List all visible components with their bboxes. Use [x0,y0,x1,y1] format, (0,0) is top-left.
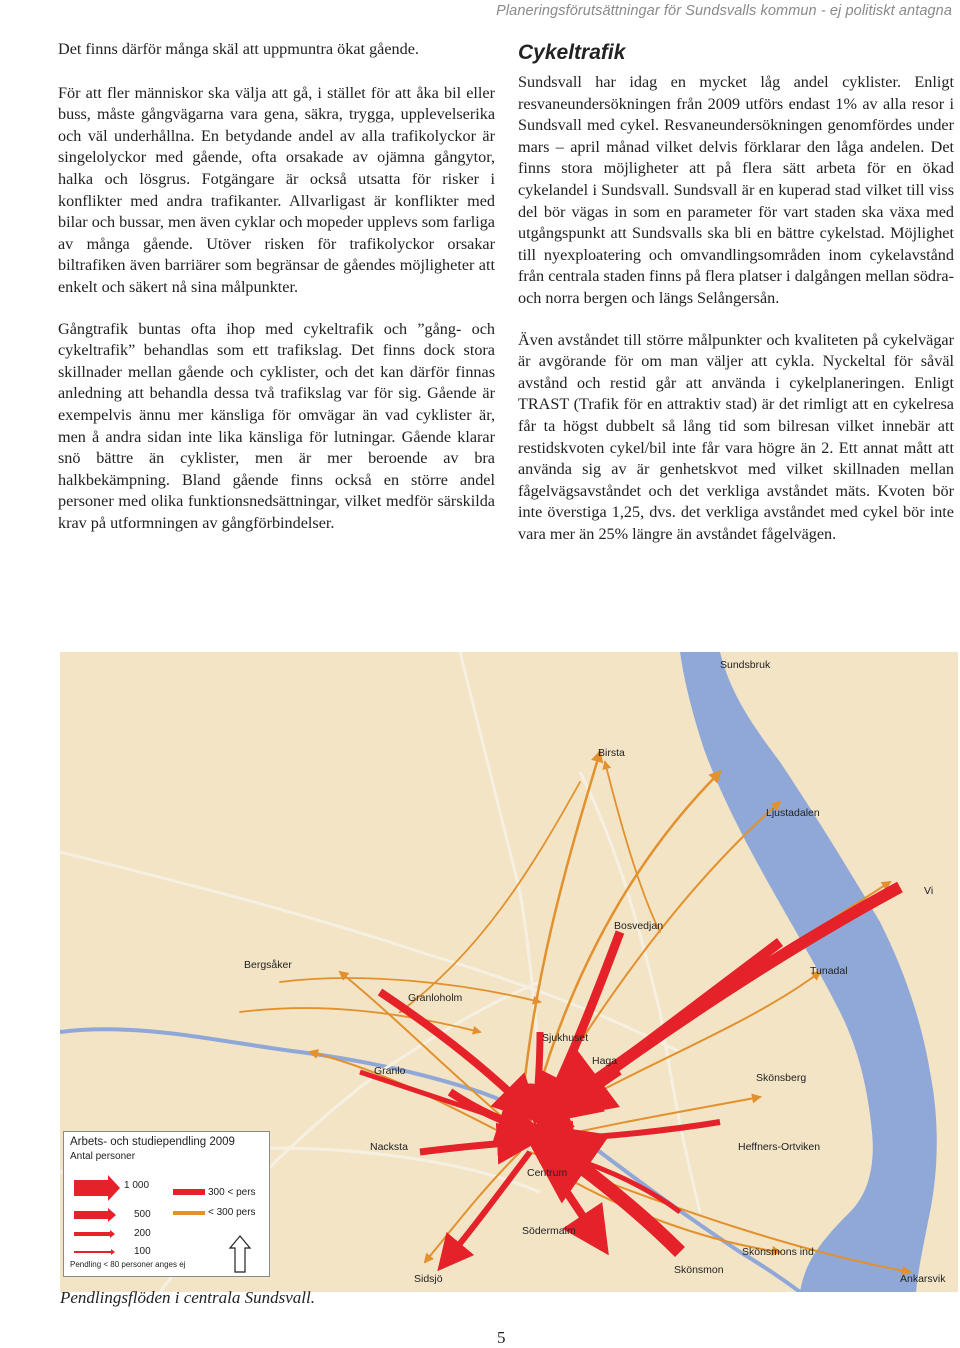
legend-arrow-1000 [74,1175,120,1201]
paragraph: Det finns därför många skäl att uppmuntra ökat gående. [58,40,419,58]
legend-subtitle: Antal personer [70,1151,136,1162]
place-label: Vi [924,885,934,897]
figure-caption: Pendlingsflöden i centrala Sundsvall. [60,1288,315,1307]
legend-note: Pendling < 80 personer anges ej [70,1260,186,1269]
paragraph: Gångtrafik buntas ofta ihop med cykeltrafik och ”gång- och cykeltrafik” behandlas som ett trafikslag. Det finns dock stora skillnader mellan gående och cyklister, och det kan därför finnas anledning att behandla dessa två trafikslag var för sig. Gående är exempelvis ännu mer känsliga för omvägar än vad cyklister är, men å andra sidan inte lika känsliga för lutningar. Gående klarar snö bättre än cyklister, men är mer beroende av bra halkbekämpning. Bland gående finns också en större andel personer med olika funktionsnedsättningar, vilket medför särskilda krav på utformningen av gångförbindelser. [58,319,495,532]
legend-class-label: < 300 pers [208,1207,256,1218]
north-arrow-icon [230,1236,250,1272]
place-label: Haga [592,1055,618,1067]
place-label: Centrum [527,1167,568,1179]
right-column [518,72,954,545]
legend-class-label: 300 < pers [208,1187,256,1198]
place-label: Nacksta [370,1141,408,1153]
map-legend [63,1131,270,1277]
section-heading: Cykeltrafik [518,41,626,64]
place-label: Tunadal [810,965,848,977]
place-label: Skönsmon [674,1264,724,1276]
legend-size-label: 500 [134,1209,151,1220]
place-label: Bosvedjan [614,920,664,932]
legend-arrow-100 [74,1249,115,1255]
paragraph: För att fler människor ska välja att gå, i stället för att åka bil eller buss, måste gångvägarna vara gena, säkra, trygga, upplevelserika och väl underhållna. En betydande andel av alla trafikolyckor är singelolyckor med gående, ofta orsakade av ojämna gångytor, halka och lösgrus. Fotgängare är också utsatta för risker i konflikter med andra trafikanter. Allvarligast är konflikter med bilar och bussar, men även cyklar och mopeder upplevs som farliga av många gående. Utöver risken för trafikolyckor orsakar biltrafiken även barriärer som begränsar de gåendes möjligheter att enkelt och säkert nå sina målpunkter. [58,83,495,296]
running-header: Planeringsförutsättningar för Sundsvalls kommun - ej politiskt antagna [496,3,952,19]
place-label: Skönsmons ind [742,1246,814,1258]
page-number: 5 [497,1328,506,1347]
place-label: Heffners-Ortviken [738,1141,821,1153]
legend-size-label: 1 000 [124,1180,150,1191]
place-label: Granlo [374,1065,406,1077]
legend-arrow-200 [74,1230,115,1238]
place-label: Sundsbruk [720,659,771,671]
legend-class-minor [173,1211,205,1215]
legend-size-label: 100 [134,1246,151,1257]
legend-size-label: 200 [134,1228,151,1239]
place-label: Ljustadalen [766,807,820,819]
paragraph: Sundsvall har idag en mycket låg andel cyklister. Enligt resvaneundersökningen från 2009 utförs endast 1% av alla resor i Sundsvall med cykel. Resvaneundersökningen genomfördes under mars – april månad vilket delvis förklarar den låga andelen. Det finns stora möjligheter att på flera sätt arbeta för en ökad cykelandel i Sundsvall. Sundsvall är en kuperad stad vilket till viss del bör vägas in som en parameter för vart staden ska växa med utgångspunkt att Sundsvalls ska bli en bättre cykelstad. Möjlighet till nyexploatering och omvandlingsområden inom cykelavstånd från centrala staden finns på flera platser i dalgången mellan södra- och norra bergen och längs Selångersån. [518,73,954,307]
place-label: Ankarsvik [900,1273,946,1285]
place-label: Birsta [598,747,625,759]
place-label: Södermalm [522,1225,576,1237]
place-label: Granloholm [408,992,463,1004]
paragraph: Även avståndet till större målpunkter och kvaliteten på cykelvägar är avgörande för om man väljer att cykla. Nyckeltal för såväl avstånd och restid går att använda i cykelplaneringen. Enligt TRAST (Trafik för en attraktiv stad) är det rimligt att en cykelresa får ta högst dubbelt så lång tid som bilresan vilket innebär att restidskvoten cykel/bil inte får vara högre än 2. Ett annat mått att använda sig av är genhetskvot med vilket skillnaden mellan fågelvägsavståndet och det verkliga avståndet mäts. Kvoten bör inte överstiga 1,25, dvs. det verkliga avståndet med cykel bör inte vara mer än 25% längre än avståndet fågelvägen. [518,330,954,543]
place-label: Bergsåker [244,959,292,971]
legend-symbols [64,1132,269,1276]
left-column [58,39,495,534]
place-label: Sjukhuset [542,1032,589,1044]
legend-class-major [173,1189,205,1195]
place-label: Sidsjö [414,1273,443,1285]
legend-title: Arbets- och studiependling 2009 [70,1136,235,1148]
legend-arrow-500 [74,1208,116,1222]
place-label: Skönsberg [756,1072,807,1084]
